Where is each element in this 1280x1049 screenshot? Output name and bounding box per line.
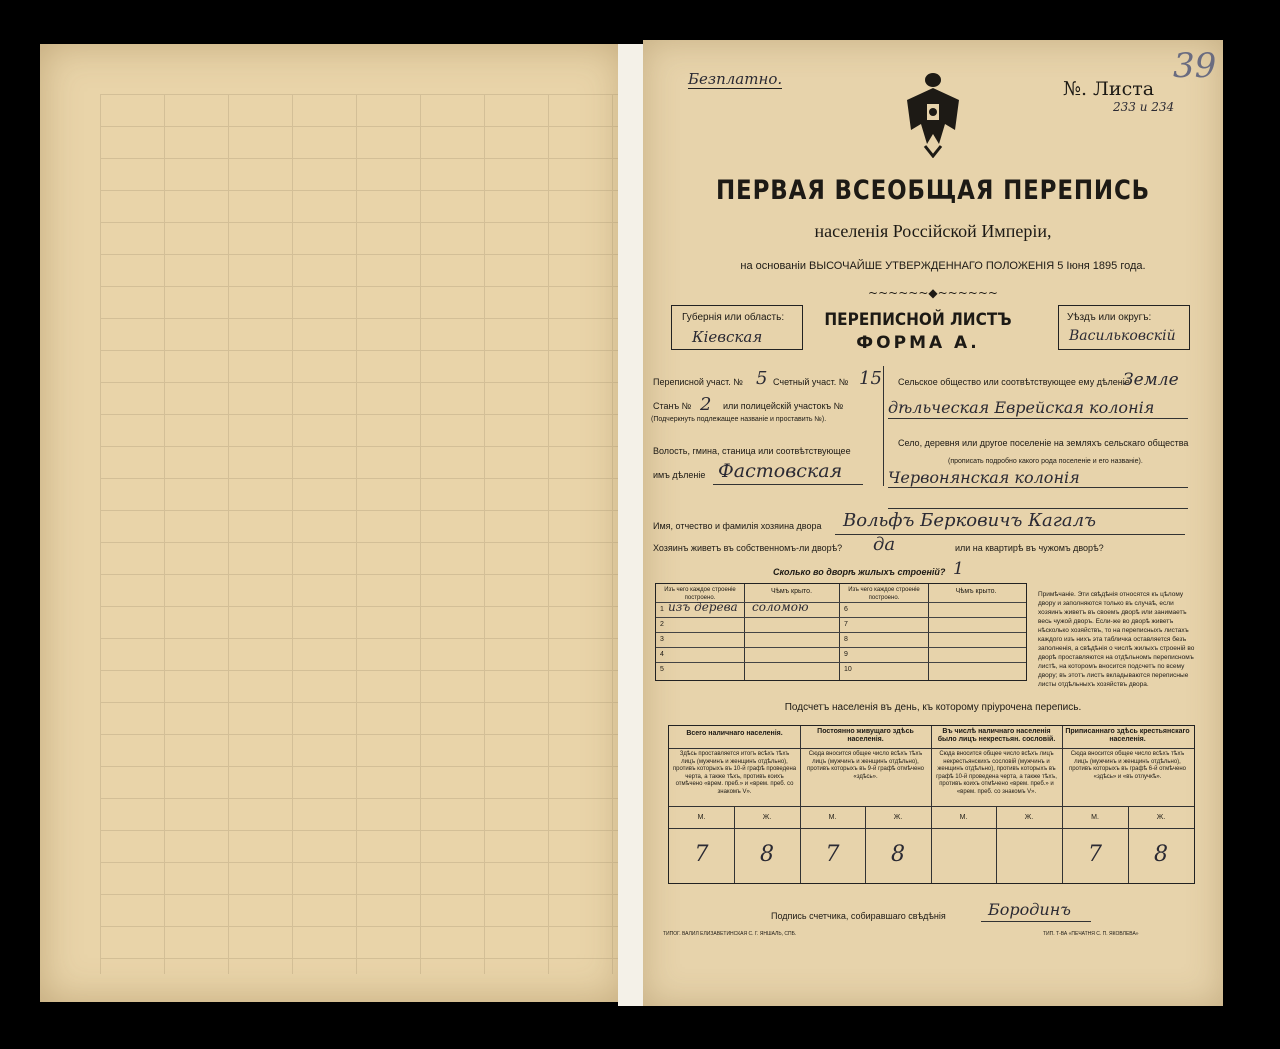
row1-roof-value: соломою: [752, 600, 809, 614]
roof-col-head-2: Чѣмъ крыто.: [955, 588, 997, 595]
free-label: Безплатно.: [688, 70, 783, 88]
row-number-5: 5: [660, 666, 664, 673]
ornament-divider: ~~~~~~◆~~~~~~: [868, 286, 998, 300]
sheet-range-handwritten: 233 и 234: [1113, 100, 1175, 114]
village-label: Село, деревня или другое поселеніе на земляхъ сельскаго общества: [898, 438, 1189, 448]
form-type: ФОРМА А.: [856, 333, 980, 353]
bleed-through-grid: [100, 94, 620, 974]
village-value: Червонянская колонія: [888, 468, 1080, 487]
province-label: Губернія или область:: [682, 312, 785, 323]
stan-value: 2: [700, 394, 712, 415]
female-head-4: Ж.: [1156, 814, 1166, 821]
lives-own-yard-value: да: [873, 534, 896, 555]
material-col-head-2: Изъ чего каждое строеніе построено.: [848, 587, 920, 601]
present-male-value: 7: [694, 842, 709, 867]
population-col-head-4: Приписаннаго здѣсь крестьянскаго населенія.: [1065, 728, 1190, 743]
buildings-table: [655, 583, 1027, 681]
male-head-4: М.: [1091, 814, 1099, 821]
row-number-6: 6: [844, 606, 848, 613]
census-main-title: ПЕРВАЯ ВСЕОБЩАЯ ПЕРЕПИСЬ: [715, 175, 1151, 206]
lives-own-yard-label: Хозяинъ живетъ въ собственномъ-ли дворѣ?: [653, 543, 843, 553]
signature-value: Бородинъ: [988, 900, 1071, 919]
female-head-3: Ж.: [1024, 814, 1034, 821]
male-head-1: М.: [697, 814, 706, 821]
left-page-blank-reverse: [40, 44, 624, 1002]
population-col-note-3: Сюда вносится общее число всѣхъ лицъ некрестьянскихъ сословій (мужчинъ и женщинъ отдѣльно), противъ которыхъ въ графѣ 10-й проведена черта, а также тѣхъ, противъ коихъ отмѣчено «врем. преб.» и «врем. преб. со знакомъ V».: [936, 751, 1057, 795]
row1-material-value: изъ дерева: [668, 600, 738, 614]
apartment-label: или на квартирѣ въ чужомъ дворѣ?: [955, 543, 1104, 553]
registered-female-value: 8: [1154, 842, 1168, 867]
volost-value: Фастовская: [718, 460, 843, 482]
society-value-1: Земле: [1123, 370, 1179, 390]
printer-right: ТИП. Т-ВА «ПЕЧАТНЯ С. П. ЯКОВЛЕВА»: [1043, 931, 1139, 937]
row-number-9: 9: [844, 651, 848, 658]
row-number-1: 1: [660, 606, 664, 613]
buildings-count-label: Сколько во дворѣ жилыхъ строеній?: [773, 567, 946, 577]
province-box: [671, 305, 803, 350]
population-table: [668, 725, 1195, 884]
district-value: Васильковскій: [1069, 328, 1176, 344]
society-label: Сельское общество или соотвѣтствующее ему дѣленіе: [898, 377, 1130, 387]
roof-col-head-1: Чѣмъ крыто.: [770, 588, 813, 595]
count-section-label: Счетный участ. №: [773, 377, 849, 387]
material-col-head-1: Изъ чего каждое строеніе построено.: [664, 587, 736, 601]
row-number-8: 8: [844, 636, 848, 643]
district-label: Уѣздъ или округъ:: [1067, 312, 1152, 323]
count-section-value: 15: [859, 368, 882, 389]
form-title: ПЕРЕПИСНОЙ ЛИСТЪ: [824, 310, 1012, 330]
village-note: (прописать подробно какого рода поселеніе и его названіе).: [948, 458, 1143, 465]
volost-label: Волость, гмина, станица или соотвѣтствующее: [653, 446, 851, 456]
province-value: Кіевская: [692, 328, 763, 346]
printer-left: ТИПОГ. ВАЛИЛ ЕЛИЗАВЕТИНСКАЯ С. Г. ЯНШАЛЬ, СПБ.: [663, 931, 797, 937]
present-female-value: 8: [760, 842, 774, 867]
male-head-3: М.: [959, 814, 968, 821]
census-section-label: Переписной участ. №: [653, 377, 743, 387]
row-number-3: 3: [660, 636, 664, 643]
imperial-eagle-emblem: [901, 70, 965, 158]
buildings-count-value: 1: [953, 559, 964, 579]
police-label: или полицейскій участокъ №: [723, 401, 844, 411]
population-col-note-4: Сюда вносится общее число всѣхъ тѣхъ лицъ (мужчинъ и женщинъ отдѣльно), противъ которыхъ въ графѣ 6-й отмѣчено «здѣсь» и «въ отлучкѣ».: [1068, 751, 1187, 780]
permanent-female-value: 8: [891, 842, 905, 867]
row-number-4: 4: [660, 651, 664, 658]
population-col-note-2: Сюда вносится общее число всѣхъ тѣхъ лицъ (мужчинъ и женщинъ отдѣльно), противъ которыхъ въ 9-й графѣ отмѣчено «здѣсь».: [806, 751, 925, 780]
male-head-2: М.: [828, 814, 837, 821]
census-section-value: 5: [756, 368, 768, 389]
census-basis-line: на основаніи ВЫСОЧАЙШЕ УТВЕРЖДЕННАГО ПОЛОЖЕНІЯ 5 Іюня 1895 года.: [740, 260, 1146, 272]
owner-value: Вольфъ Берковичъ Кагалъ: [843, 510, 1097, 531]
female-head-1: Ж.: [762, 814, 772, 821]
population-col-head-3: Въ числѣ наличнаго населенія было лицъ некрестьян. сословій.: [937, 728, 1056, 743]
row-number-7: 7: [844, 621, 848, 628]
district-box: [1058, 305, 1190, 350]
stan-label: Станъ №: [653, 401, 692, 411]
permanent-male-value: 7: [825, 842, 840, 867]
population-heading: Подсчетъ населенія въ день, къ которому пріурочена перепись.: [784, 702, 1082, 713]
signature-label: Подпись счетчика, собиравшаго свѣдѣнія: [771, 911, 946, 921]
sheet-number-label: №. Листа: [1063, 78, 1155, 100]
volost-label-2: имъ дѣленіе: [653, 470, 706, 480]
population-col-head-1: Всего наличнаго населенія.: [686, 730, 783, 737]
female-head-2: Ж.: [893, 814, 903, 821]
society-value-2: дѣльческая Еврейская колонія: [888, 398, 1155, 417]
owner-label: Имя, отчество и фамилія хозяина двора: [653, 521, 822, 531]
population-col-note-1: Здѣсь проставляется итогъ всѣхъ тѣхъ лицъ (мужчинъ и женщинъ отдѣльно), противъ которыхъ въ 10-й графѣ проведена черта, а также тѣхъ, противъ коихъ отмѣчено «врем. преб.» и «врем. преб. со знакомъ V».: [672, 751, 797, 795]
buildings-note: Примѣчаніе. Эти свѣдѣнія относятся къ цѣлому двору и заполняются только въ случаѣ, если хозяинъ живетъ въ своемъ дворѣ или занимаетъ весь чужой дворъ. Если-же во дворѣ живетъ нѣсколько хозяйствъ, то на переписныхъ листахъ каждого изъ нихъ эта табличка оставляется безъ заполненія, а свѣдѣнія о числѣ жилыхъ строеній во дворѣ проставляются на отдѣльномъ переписномъ листѣ, на которомъ вносится подсчетъ по всему двору; въ этотъ листъ вкладываются переписные листы отдѣльныхъ хозяйствъ двора.: [1038, 591, 1195, 688]
underline-note: (Подчеркнуть подлежащее названіе и проставить №).: [651, 416, 827, 423]
registered-male-value: 7: [1088, 842, 1102, 867]
population-col-head-2: Постоянно живущаго здѣсь населенія.: [817, 728, 914, 743]
census-subtitle: населенія Россійской Имперіи,: [814, 221, 1052, 241]
row-number-2: 2: [660, 621, 664, 628]
sheet-number-handwritten: 39: [1173, 46, 1217, 86]
census-form-page: [643, 40, 1223, 1006]
row-number-10: 10: [844, 666, 852, 673]
